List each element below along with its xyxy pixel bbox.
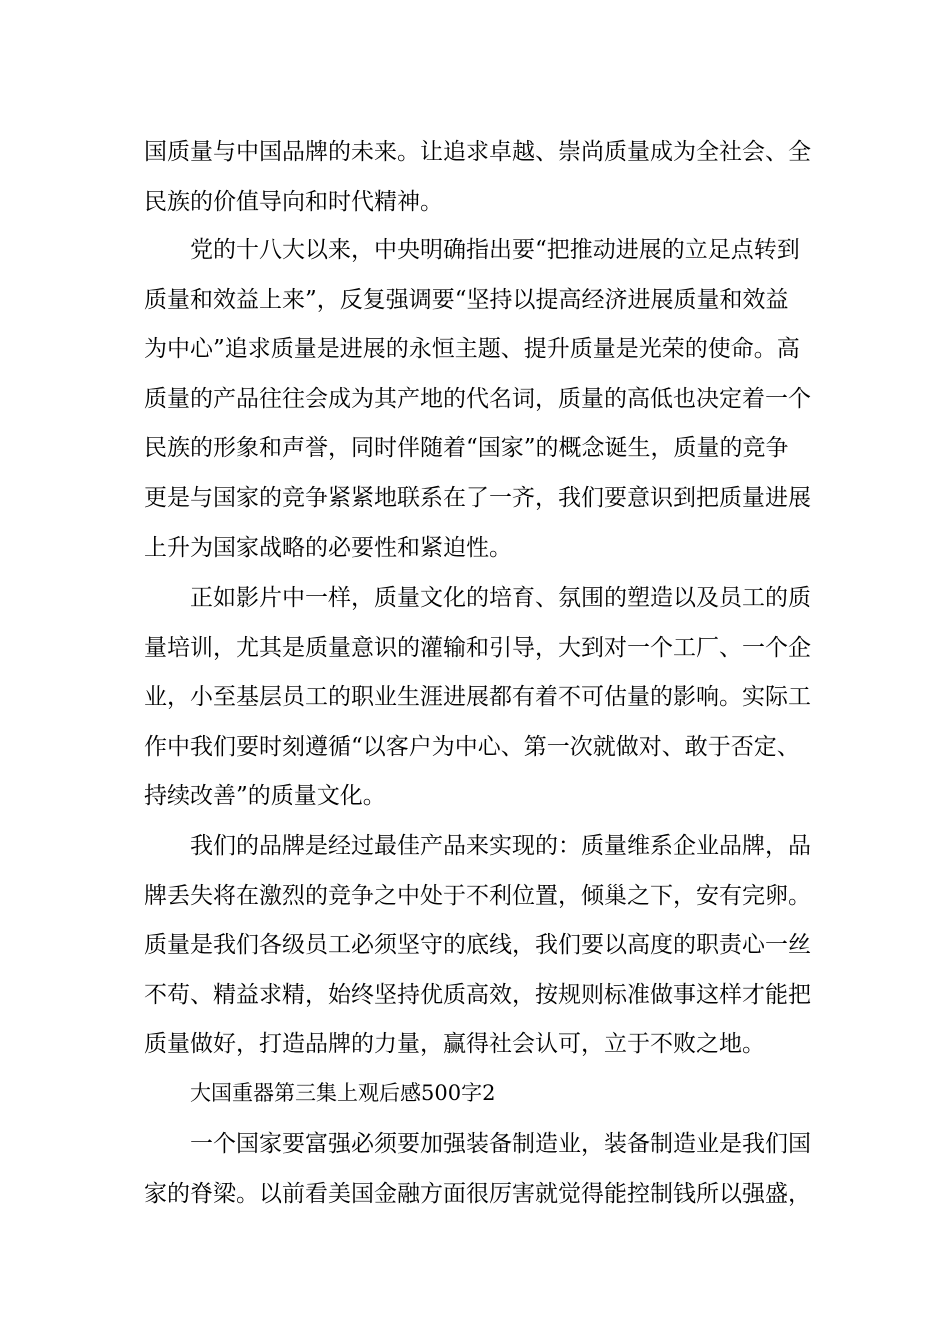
paragraph-line: 党的十八大以来，中央明确指出要“把推动进展的立足点转到 bbox=[190, 237, 800, 263]
paragraph-line: 民族的价值导向和时代精神。 bbox=[144, 188, 443, 215]
paragraph-line: 不苟、精益求精，始终坚持优质高效，按规则标准做事这样才能把 bbox=[144, 981, 811, 1008]
paragraph-1 bbox=[144, 128, 811, 227]
section-heading: 大国重器第三集上观后感500字2 bbox=[190, 1081, 496, 1105]
paragraph-line: 作中我们要时刻遵循“以客户为中心、第一次就做对、敢于否定、 bbox=[144, 733, 800, 760]
paragraph-line: 质量和效益上来”，反复强调要“坚持以提高经济进展质量和效益 bbox=[144, 286, 789, 313]
paragraph-line: 更是与国家的竞争紧紧地联系在了一齐，我们要意识到把质量进展 bbox=[144, 484, 811, 511]
paragraph-line: 家的脊梁。以前看美国金融方面很厉害就觉得能控制钱所以强盛， bbox=[144, 1180, 811, 1207]
paragraph-line: 质量做好，打造品牌的力量，赢得社会认可，立于不败之地。 bbox=[144, 1031, 765, 1058]
paragraph-line: 为中心”追求质量是进展的永恒主题、提升质量是光荣的使命。高 bbox=[144, 336, 800, 363]
paragraph-5 bbox=[144, 1120, 811, 1219]
paragraph-line: 牌丢失将在激烈的竞争之中处于不利位置，倾巢之下，安有完卵。 bbox=[144, 882, 811, 909]
paragraph-line: 我们的品牌是经过最佳产品来实现的：质量维系企业品牌，品 bbox=[190, 833, 811, 859]
paragraph-line: 正如影片中一样，质量文化的培育、氛围的塑造以及员工的质 bbox=[190, 585, 811, 611]
paragraph-line: 业，小至基层员工的职业生涯进展都有着不可估量的影响。实际工 bbox=[144, 684, 811, 711]
paragraph-line: 国质量与中国品牌的未来。让追求卓越、崇尚质量成为全社会、全 bbox=[144, 139, 811, 165]
paragraph-line: 持续改善”的质量文化。 bbox=[144, 783, 386, 810]
paragraph-line: 上升为国家战略的必要性和紧迫性。 bbox=[144, 534, 512, 561]
paragraph-3 bbox=[144, 574, 811, 822]
paragraph-line: 质量是我们各级员工必须坚守的底线，我们要以高度的职责心一丝 bbox=[144, 932, 811, 959]
paragraph-line: 民族的形象和声誉，同时伴随着“国家”的概念诞生，质量的竞争 bbox=[144, 435, 789, 462]
paragraph-line: 一个国家要富强必须要加强装备制造业，装备制造业是我们国 bbox=[190, 1131, 811, 1157]
paragraph-line: 质量的产品往往会成为其产地的代名词，质量的高低也决定着一个 bbox=[144, 385, 811, 412]
paragraph-line: 量培训，尤其是质量意识的灌输和引导，大到对一个工厂、一个企 bbox=[144, 634, 811, 661]
paragraph-4 bbox=[144, 822, 811, 1070]
paragraph-2 bbox=[144, 226, 811, 573]
